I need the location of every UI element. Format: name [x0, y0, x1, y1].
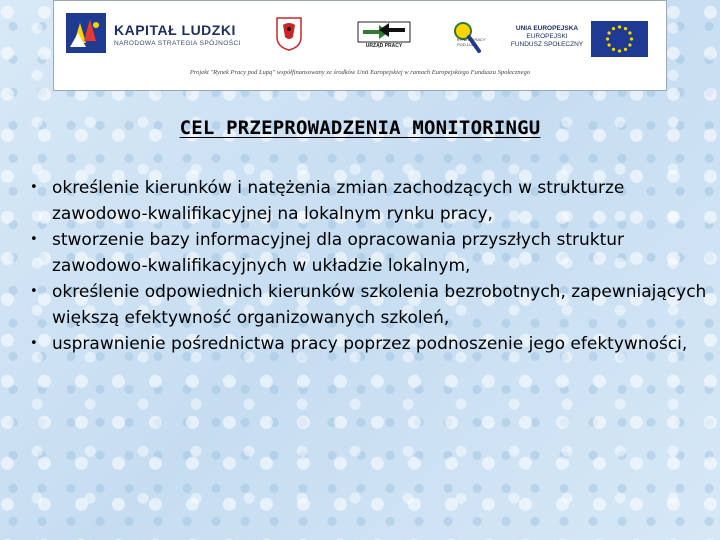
bullet-marker: •: [30, 284, 38, 299]
bullet-text: stworzenie bazy informacyjnej dla opracowania przyszłych struktur zawodowo-kwalifikacyjnych w układzie lokalnym,: [52, 230, 625, 276]
eu-line-1: UNIA EUROPEJSKA: [515, 25, 579, 32]
logo-banner: [53, 0, 667, 91]
bullet-marker: •: [30, 180, 38, 195]
list-item: [28, 331, 708, 357]
slide-title: CEL PRZEPROWADZENIA MONITORINGU: [179, 117, 541, 139]
eu-flag-icon: [591, 21, 648, 57]
list-item: [28, 175, 708, 227]
bullet-marker: •: [30, 336, 38, 351]
urzad-pracy-logo-icon: [357, 21, 411, 55]
list-item: [28, 279, 708, 331]
bullet-marker: •: [30, 232, 38, 247]
bullet-list: [28, 175, 708, 357]
brand-name: KAPITAŁ LUDZKI: [114, 22, 236, 38]
eu-fund-label: [506, 25, 588, 49]
coat-of-arms-icon: [276, 17, 302, 51]
brand-subtitle: NARODOWA STRATEGIA SPÓJNOŚCI: [114, 40, 241, 47]
eu-line-2: EUROPEJSKI: [526, 33, 568, 40]
bullet-text: określenie kierunków i natężenia zmian zachodzących w strukturze zawodowo-kwalifikacyjnej na lokalnym rynku pracy,: [52, 178, 625, 224]
eu-line-3: FUNDUSZ SPOŁECZNY: [510, 41, 584, 48]
project-funding-line: Projekt "Rynek Pracy pod Lupą" współfinansowany ze środków Unii Europejskiej w ramach Europejskiego Funduszu Społecznego: [189, 69, 531, 76]
urzad-pracy-label: URZĄD PRACY: [365, 43, 403, 49]
project-logo-text: KYNEK PRACY POD LUPĄ: [457, 37, 486, 47]
kapital-ludzki-logo-icon: [66, 13, 106, 53]
bullet-text: określenie odpowiednich kierunków szkolenia bezrobotnych, zapewniających większą efektywność organizowanych szkoleń,: [52, 282, 707, 328]
bullet-text: usprawnienie pośrednictwa pracy poprzez podnoszenie jego efektywności,: [52, 334, 688, 354]
list-item: [28, 227, 708, 279]
